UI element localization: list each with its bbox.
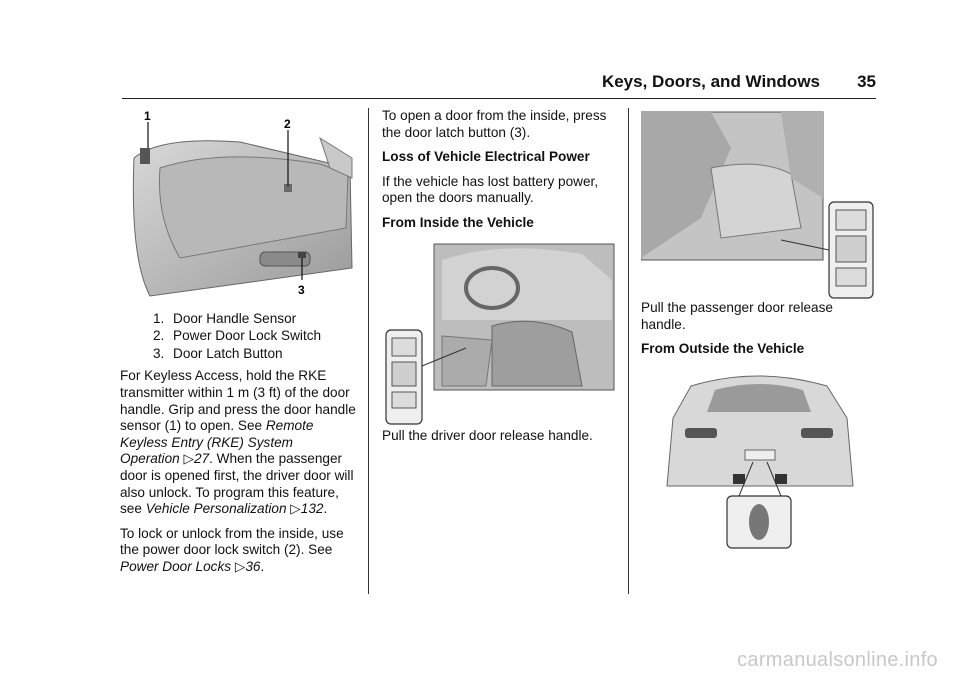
door-latch-paragraph: To open a door from the inside, press the door latch button (3). <box>382 108 607 140</box>
watermark: carmanualsonline.info <box>737 649 938 671</box>
outside-vehicle-heading: From Outside the Vehicle <box>641 341 805 357</box>
column-1 <box>120 108 356 584</box>
callout-2: 2 <box>284 117 291 131</box>
passenger-interior-illustration <box>641 108 877 300</box>
callout-1: 1 <box>144 109 151 123</box>
callout-3: 3 <box>298 283 305 297</box>
page-ref-icon: ▷ <box>234 558 246 574</box>
header-rule <box>122 98 876 99</box>
legend-item: 1. Door Handle Sensor <box>153 310 297 326</box>
door-interior-figure <box>120 108 356 305</box>
inside-vehicle-heading: From Inside the Vehicle <box>382 214 534 230</box>
figure-legend <box>120 311 356 363</box>
column-divider-1 <box>368 108 369 594</box>
driver-release-paragraph: Pull the driver door release handle. <box>382 427 593 443</box>
page-number: 35 <box>857 72 876 91</box>
rear-exterior-figure <box>641 366 877 550</box>
section-title: Keys, Doors, and Windows <box>601 72 820 91</box>
vehicle-personalization-link[interactable]: Vehicle Personalization <box>145 501 287 517</box>
driver-interior-figure <box>382 240 612 428</box>
passenger-release-paragraph: Pull the passenger door release handle. <box>641 300 833 332</box>
legend-item: 3. Door Latch Button <box>153 345 283 361</box>
page-ref-icon: ▷ <box>290 501 301 517</box>
passenger-interior-figure <box>641 108 877 300</box>
column-2 <box>382 108 612 452</box>
power-door-locks-link[interactable]: Power Door Locks <box>120 558 232 574</box>
page-ref-icon: ▷ <box>183 451 194 467</box>
page-header <box>560 72 876 96</box>
keyless-access-paragraph: For Keyless Access, hold the RKE transmitter within 1 m (3 ft) of the door handle. Grip and press the door handle sensor (1) to open. See Remote Keyless Entry (RKE) System Operation ▷27. When the passenger door is opened first, the driver door will also unlock. To program this feature, see Vehicle Personalization ▷132. <box>120 368 356 517</box>
column-divider-2 <box>628 108 629 594</box>
column-3 <box>641 108 877 550</box>
driver-interior-illustration <box>382 240 618 428</box>
loss-of-power-heading: Loss of Vehicle Electrical Power <box>382 149 590 165</box>
rear-exterior-illustration <box>641 366 877 550</box>
door-interior-illustration <box>120 108 356 300</box>
legend-item: 2. Power Door Lock Switch <box>153 328 322 344</box>
rke-link[interactable]: Remote Keyless Entry (RKE) System Operation <box>120 418 314 467</box>
lost-power-paragraph: If the vehicle has lost battery power, open the doors manually. <box>382 173 599 206</box>
door-lock-paragraph: To lock or unlock from the inside, use the power door lock switch (2). See Power Door Locks ▷36. <box>120 525 344 574</box>
